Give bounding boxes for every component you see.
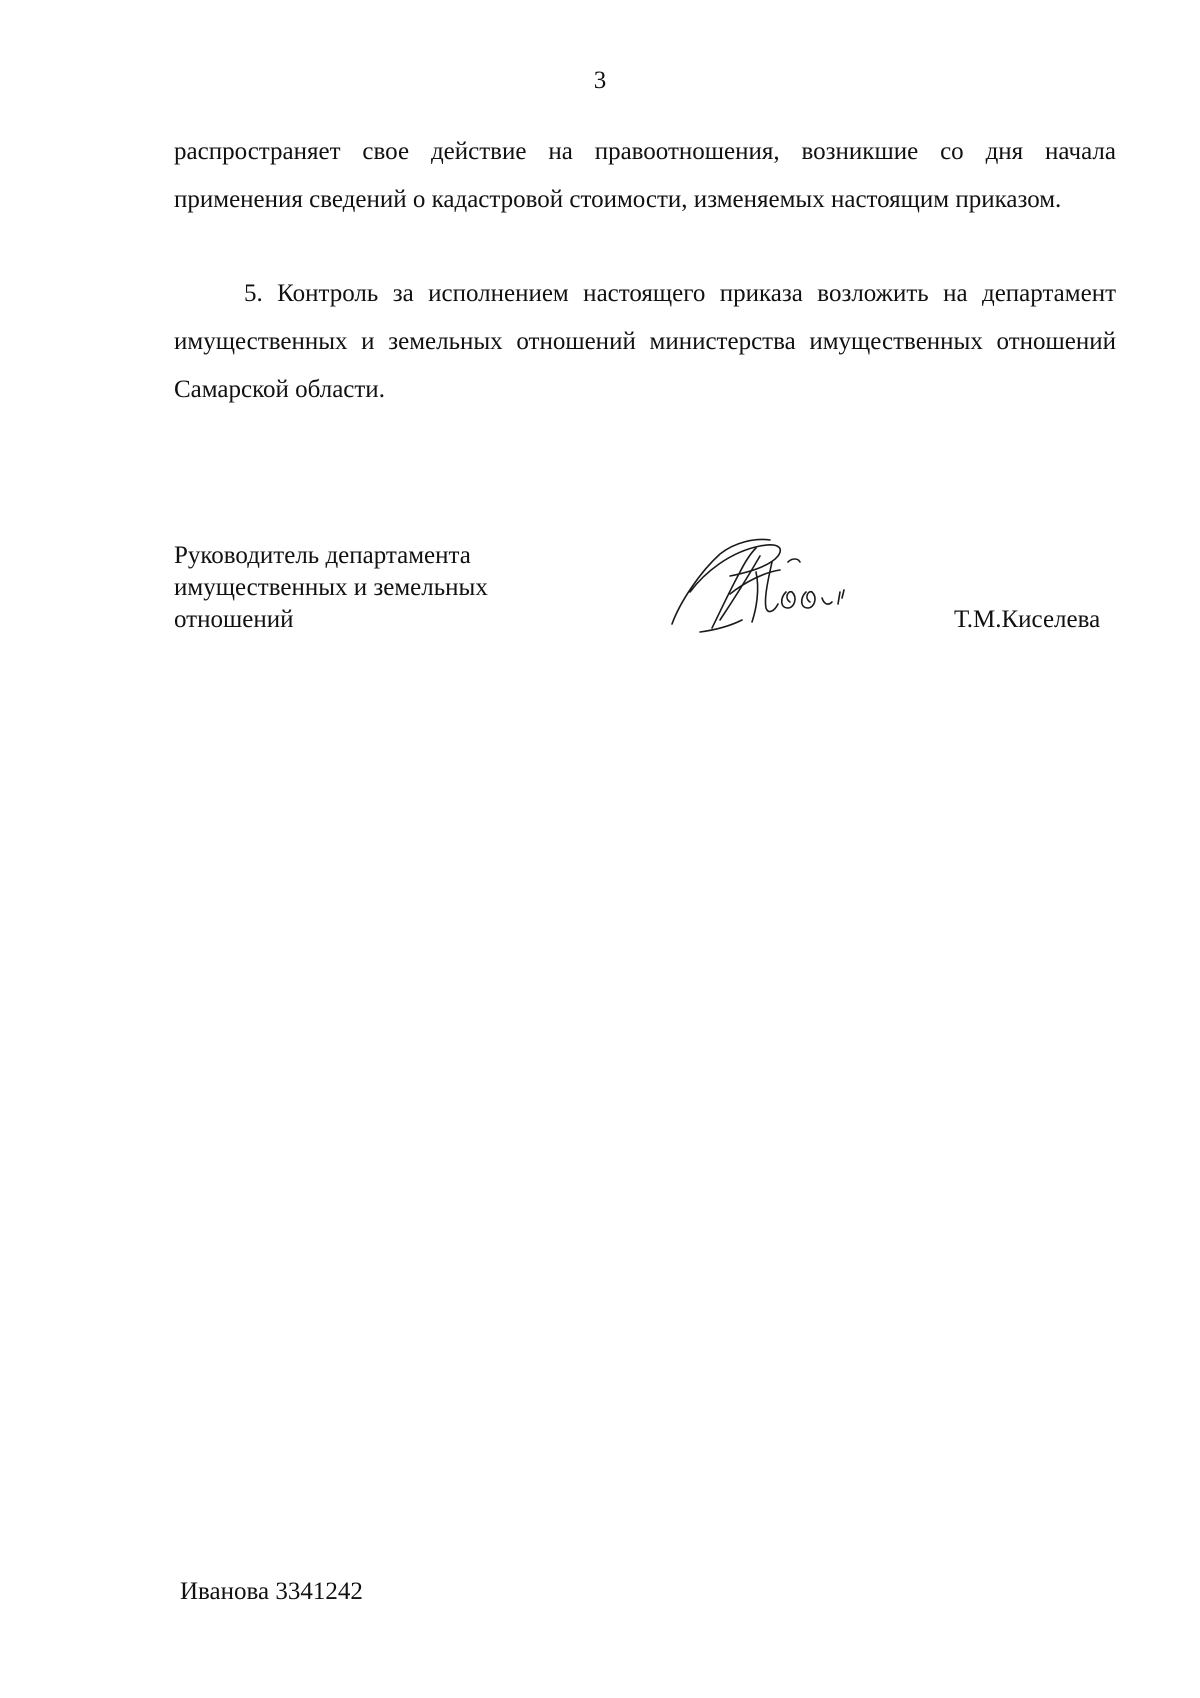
signer-position-line: имущественных и земельных — [174, 574, 488, 601]
signer-name: Т.М.Киселева — [954, 606, 1101, 633]
paragraph-item-5: 5. Контроль за исполнением настоящего приказа возложить на департамент имущественных и земельных отношений министерства имущественных отношений Самарской области. — [174, 280, 1116, 403]
page-number: 3 — [593, 67, 607, 94]
paragraph-continuation: распространяет свое действие на правоотношения, возникшие со дня начала применения сведений о кадастровой стоимости, изменяемых настоящим приказом. — [174, 138, 1116, 213]
executor-contact: Иванова 3341242 — [180, 1578, 363, 1605]
signer-position-line: отношений — [174, 606, 294, 633]
handwritten-signature-icon — [660, 532, 860, 642]
signer-position-line: Руководитель департамента — [174, 542, 471, 569]
signer-position — [174, 540, 488, 636]
